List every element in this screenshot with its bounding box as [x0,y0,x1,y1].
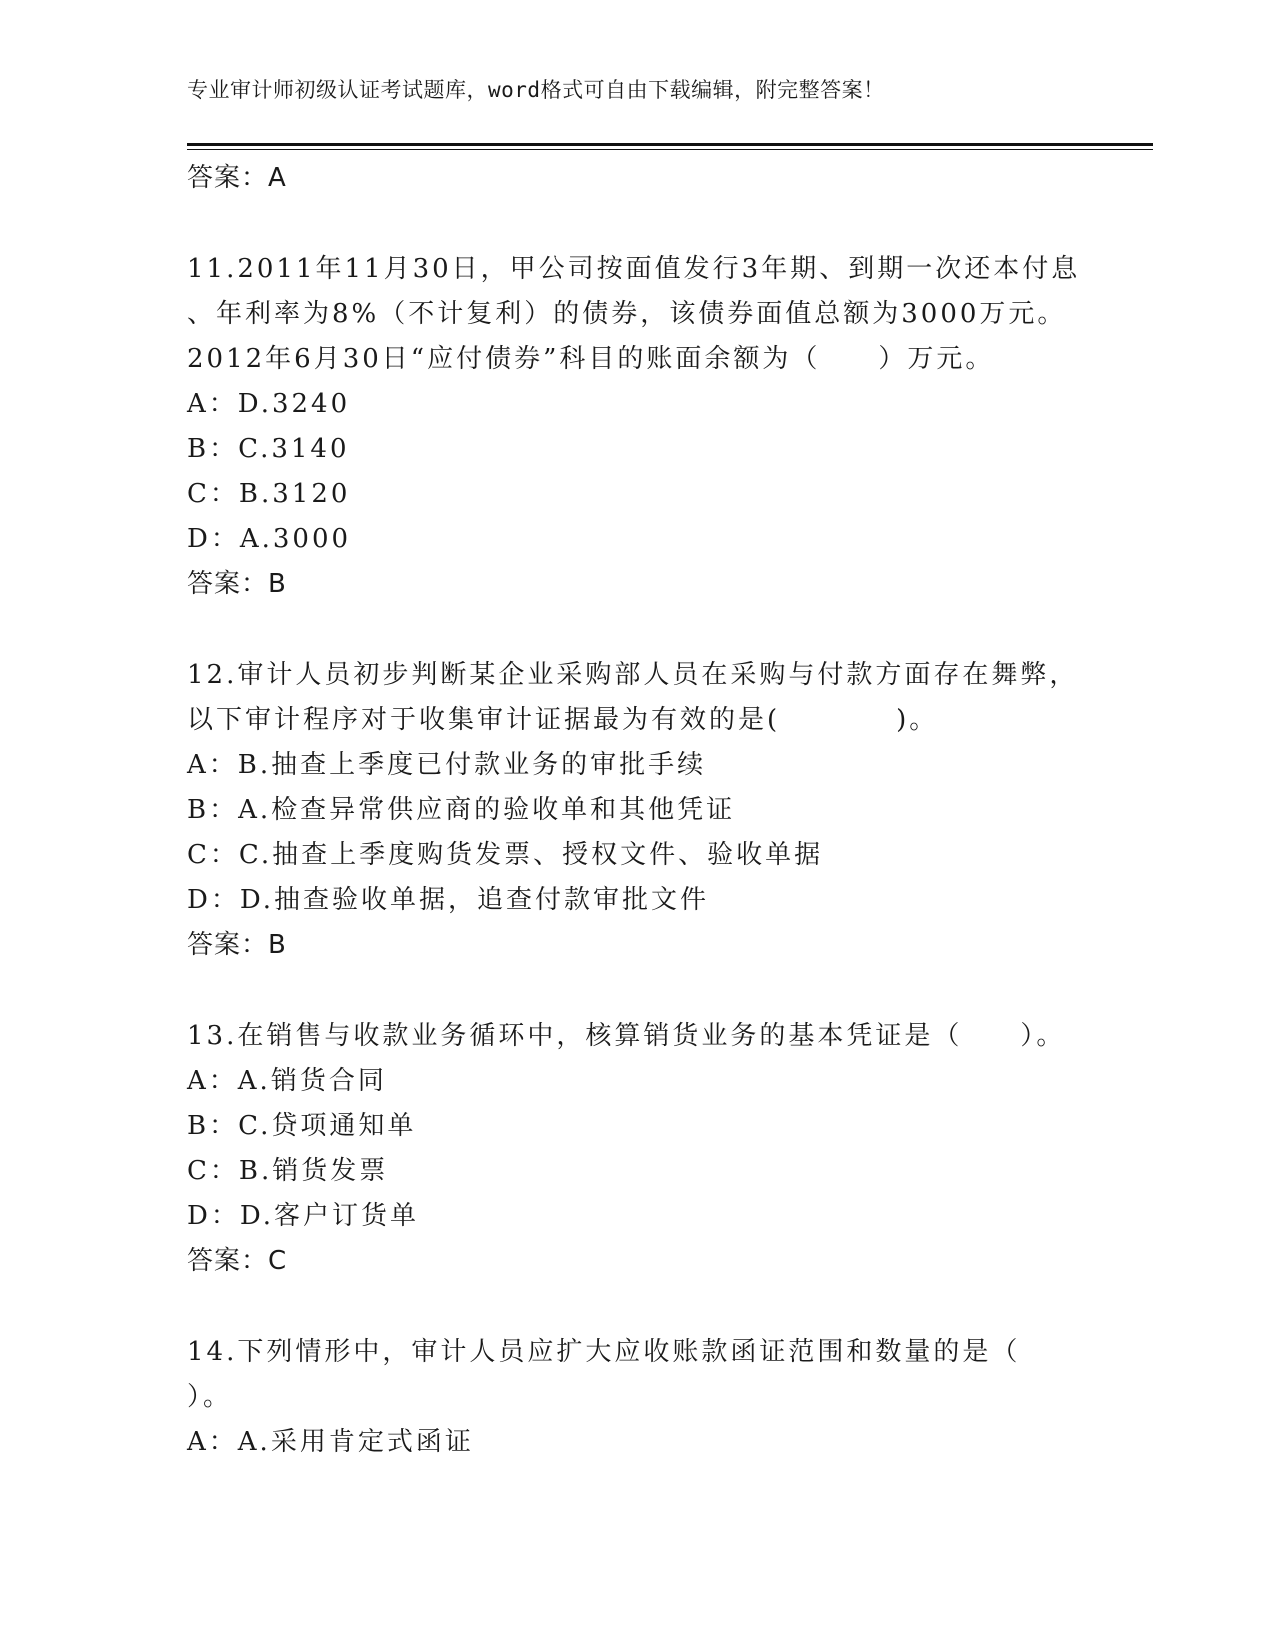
question-stem-line: 11.2011年11月30日，甲公司按面值发行3年期、到期一次还本付息 [187,254,1081,284]
answer-line: 答案：C [187,1246,288,1276]
question-stem-line: ）。 [187,1382,233,1412]
question-stem-line: 12.审计人员初步判断某企业采购部人员在采购与付款方面存在舞弊， [187,660,1079,690]
option-b: B：A.检查异常供应商的验收单和其他凭证 [187,795,736,825]
spacer [187,968,1087,1014]
page-header: 专业审计师初级认证考试题库，word格式可自由下载编辑，附完整答案！ [187,78,885,102]
spacer [187,201,1087,247]
spacer [187,1284,1087,1330]
option-b: B：C.贷项通知单 [187,1111,417,1141]
question-stem-line: 14.下列情形中，审计人员应扩大应收账款函证范围和数量的是（ [187,1337,1021,1367]
question-stem-line: 、年利率为8%（不计复利）的债券，该债券面值总额为3000万元。 [187,299,1067,329]
option-c: C：C.抽查上季度购货发票、授权文件、验收单据 [187,840,824,870]
option-d: D：D.抽查验收单据，追查付款审批文件 [187,885,710,915]
question-12 [187,653,1087,968]
option-d: D：A.3000 [187,524,352,554]
question-13 [187,1014,1087,1284]
question-14 [187,1330,1087,1465]
option-a: A：A.销货合同 [187,1066,387,1096]
option-c: C：B.3120 [187,479,351,509]
option-d: D：D.客户订货单 [187,1201,420,1231]
option-c: C：B.销货发票 [187,1156,389,1186]
option-a: A：A.采用肯定式函证 [187,1427,474,1457]
question-content [187,156,1087,1465]
answer-line: 答案：A [187,163,287,193]
header-rule-thick [187,143,1153,146]
question-stem-line: 13.在销售与收款业务循环中，核算销货业务的基本凭证是（ ）。 [187,1021,1066,1051]
option-a: A：B.抽查上季度已付款业务的审批手续 [187,750,707,780]
option-a: A：D.3240 [187,389,351,419]
answer-line: 答案：B [187,930,287,960]
header-rule-thin [187,149,1153,150]
question-11 [187,247,1087,607]
question-stem-line: 2012年6月30日“应付债券”科目的账面余额为（ ）万元。 [187,344,995,374]
question-stem-line: 以下审计程序对于收集审计证据最为有效的是( )。 [187,705,939,735]
answer-line: 答案：B [187,569,287,599]
spacer [187,607,1087,653]
option-b: B：C.3140 [187,434,350,464]
